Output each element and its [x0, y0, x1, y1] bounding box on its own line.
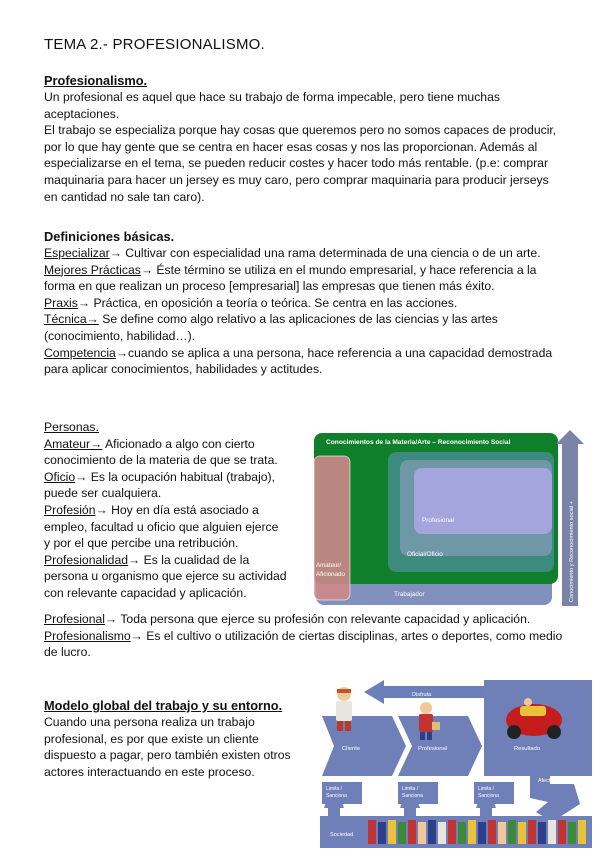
section-definiciones: [44, 228, 566, 378]
definition-item: [44, 552, 314, 569]
resultado-label: Resultado: [514, 746, 541, 752]
definition-item: [44, 245, 566, 262]
limita-label: Sanciona: [326, 793, 347, 799]
definition: → Cultivar con especialidad una rama determinada de una ciencia o de un arte.: [109, 246, 541, 260]
section-profesionalismo: [44, 72, 564, 205]
definition-line: empleo, facultad u oficio que alguien ejerce: [44, 519, 279, 534]
oficial-label: Oficial/Oficio: [407, 551, 443, 558]
definition: Se define como algo relativo a las aplicaciones de las ciencias y las artes (conocimiento, habilidad…).: [44, 312, 498, 343]
definition: → Práctica, en oposición a teoría o teórica. Se centra en las acciones.: [77, 295, 458, 310]
sociedad-label: Sociedad: [330, 832, 354, 838]
profesional-area: [414, 468, 552, 534]
definition-line: con relevante capacidad y aplicación.: [44, 585, 247, 600]
term: Técnica→: [44, 312, 99, 327]
paragraph: Un profesional es aquel que hace su trabajo de forma impecable, pero tiene muchas aceptaciones.: [44, 90, 500, 121]
definition-item: [44, 311, 566, 344]
definition-line: y por el que percibe una retribución.: [44, 536, 239, 551]
definition-line: puede ser cualquiera.: [44, 486, 162, 501]
modelo-diagram-svg: [318, 678, 594, 848]
amateur-label: Amateur/: [316, 562, 342, 569]
amateur-area: [314, 456, 350, 600]
definition: → Éste término se utiliza en el mundo empresarial, y hace referencia a la forma en que realizan un proceso [empresarial] las empresas que tienen más éxito.: [44, 262, 537, 294]
term: Competencia: [44, 345, 116, 360]
limita-label: Sanciona: [478, 793, 499, 799]
cliente-block: [322, 716, 406, 776]
disfruta-label: Disfruta: [412, 692, 432, 698]
paragraph-line: profesional, es por que existe un cliente: [44, 731, 259, 746]
profesional-label: Profesional: [418, 746, 448, 752]
term: Oficio: [44, 469, 76, 484]
definition-line: persona u organismo que ejerce su actividad: [44, 569, 287, 584]
definition-item: [44, 611, 564, 628]
term: Amateur→: [44, 436, 103, 451]
paragraph: El trabajo se especializa porque hay cosas que queremos pero no somos capaces de producir, por lo que hay gente que se centra en hacer esas cosas y nos las proporcionan. Además al especializarse en el tema, se pueden reducir costes y hacer todo más rentable. (p.e: comprar maquinaria para hacer un jersey es muy caro, pero comprar maquinaria para producir jerseys en cantidad no sale tan caro).: [44, 123, 557, 204]
profesional-label: Profesional: [422, 517, 454, 524]
section-heading: Definiciones básicas.: [44, 229, 175, 244]
afecta-label: Afecta: [538, 778, 554, 784]
limita-label: Sanciona: [402, 793, 423, 799]
definition: → Es la ocupación habitual (trabajo),: [75, 469, 276, 484]
modelo-diagram: [318, 678, 594, 848]
limita-label: Limita /: [326, 786, 343, 792]
amateur-label: Aficionado: [316, 571, 345, 578]
definition: → Toda persona que ejerce su profesión con relevante capacidad y aplicación.: [104, 612, 531, 626]
paragraph-line: actores interactuando en este proceso.: [44, 764, 255, 779]
personas-diagram: [312, 430, 593, 608]
term: Profesionalismo: [44, 628, 131, 643]
trabajador-label: Trabajador: [394, 591, 425, 598]
section-personas-wide: [44, 611, 564, 661]
definition: → Es la cualidad de la: [128, 552, 250, 567]
definition-item: [44, 295, 566, 312]
page-title: TEMA 2.- PROFESIONALISMO.: [44, 36, 265, 53]
definition: → Hoy en día está asociado a: [95, 502, 259, 517]
section-heading: Personas.: [44, 420, 99, 434]
definition-item: [44, 345, 566, 378]
section-heading: Profesionalismo.: [44, 73, 148, 88]
term: Profesión: [44, 502, 96, 517]
paragraph-line: dispuesto a pagar, pero también existen otros: [44, 748, 291, 763]
term: Profesional: [44, 612, 105, 626]
definition-item: [44, 262, 566, 295]
definition-item: [44, 436, 314, 453]
cliente-label: Cliente: [342, 746, 361, 752]
limita-label: Limita /: [478, 786, 495, 792]
term: Praxis: [44, 295, 78, 310]
definition-item: [44, 628, 564, 661]
definition-item: [44, 469, 314, 486]
section-personas: [44, 419, 314, 602]
limita-label: Limita /: [402, 786, 419, 792]
definition: Aficionado a algo con cierto: [102, 436, 255, 451]
definition: →cuando se aplica a una persona, hace referencia a una capacidad demostrada para aplicar conocimientos, habilidades y actitudes.: [44, 345, 553, 377]
definition-line: conocimiento de la materia de que se trata.: [44, 453, 278, 468]
term: Profesionalidad: [44, 552, 129, 567]
arrow-label: Conocimiento y Reconocimiento social +: [569, 501, 575, 602]
diagram-top-label: Conocimientos de la Materia/Arte – Reconocimiento Social: [326, 439, 511, 446]
paragraph-line: Cuando una persona realiza un trabajo: [44, 715, 255, 729]
term: Especializar: [44, 246, 110, 260]
section-heading: Modelo global del trabajo y su entorno.: [44, 698, 283, 713]
definition-item: [44, 502, 314, 519]
section-modelo-global: [44, 697, 319, 780]
term: Mejores Prácticas: [44, 262, 141, 277]
definition: → Es el cultivo o utilización de ciertas disciplinas, artes o deportes, como medio de lucro.: [44, 628, 563, 660]
personas-diagram-svg: [312, 430, 593, 608]
